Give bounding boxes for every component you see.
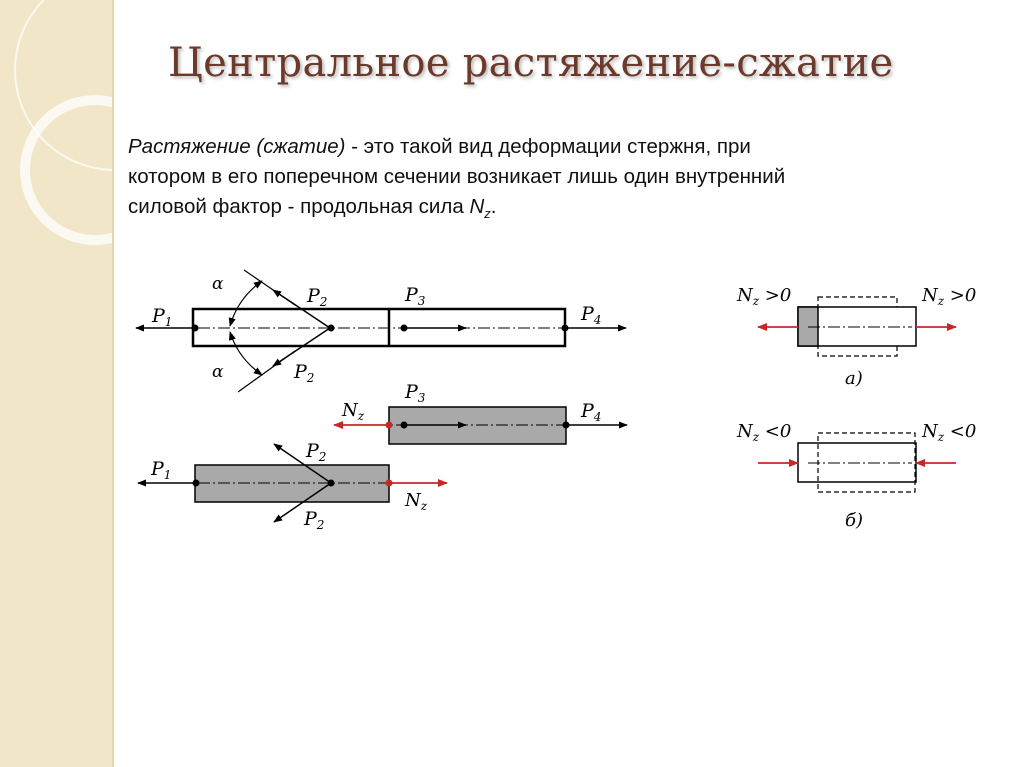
p2-top-left-part-label: $P_2$ [306,440,327,464]
p4-label: $P_4$ [581,303,602,327]
definition-symbol: N [469,195,485,218]
compression-left-label: $N_z <0$ [737,421,792,444]
tension-caption: а) [845,368,863,389]
left-part-diagram [138,440,447,532]
tension-diagram [736,285,976,389]
compression-right-label: $N_z <0$ [922,421,977,444]
alpha-bottom-label: α [212,362,224,382]
definition-symbol-sub: z [484,206,491,222]
p4-right-part-label: $P_4$ [581,400,602,424]
p3-right-part-label: $P_3$ [405,381,426,405]
p1-left-part-label: $P_1$ [151,458,172,482]
p2-top-extension [244,270,295,305]
p1-label: $P_1$ [152,305,173,329]
nz-left-part-label: $N_z$ [405,490,428,513]
p2-bottom-label: $P_2$ [294,361,315,385]
definition-line2: котором в его поперечном сечении возникает лишь один внутренний [128,165,786,188]
p3-point [401,325,408,332]
p4-point [562,325,569,332]
tension-right-label: $N_z >0$ [922,285,977,308]
alpha-top-label: α [212,274,224,294]
p3-right-part-point [401,422,408,429]
p2-bottom-left-part-label: $P_2$ [304,508,325,532]
slide-title: Центральное растяжение-сжатие [168,40,894,86]
p2-bottom-extension [238,351,295,392]
nz-left-part-point [386,480,393,487]
nz-right-part-label: $N_z$ [342,400,365,423]
compression-diagram [736,421,976,531]
p1-point [192,325,199,332]
p4-right-part-point [563,422,570,429]
definition-line1: - это такой вид деформации стержня, при [345,135,751,158]
tension-left-label: $N_z >0$ [737,285,792,308]
p2-point [328,325,335,332]
right-part-diagram [334,381,627,444]
p2-left-part-point [328,480,335,487]
compression-caption: б) [845,510,864,531]
definition-line3: силовой фактор - продольная сила [128,195,470,218]
main-rod-diagram [136,270,626,392]
nz-right-part-point [386,422,393,429]
definition-term: Растяжение (сжатие) [128,135,346,158]
p1-left-part-point [193,480,200,487]
p2-top-label: $P_2$ [307,285,328,309]
p3-label: $P_3$ [405,284,426,308]
definition-line3-end: . [490,195,497,218]
